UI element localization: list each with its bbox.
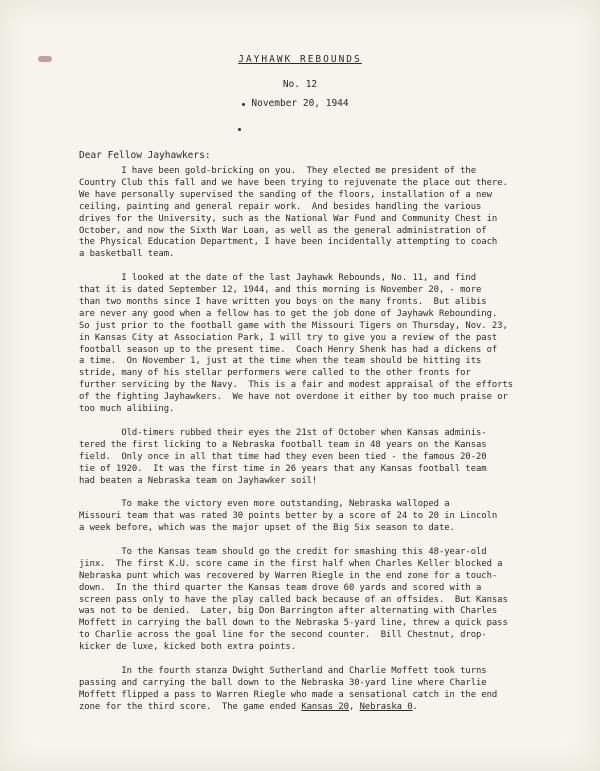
text-line: October, and now the Sixth War Loan, as well as the general administration of [79, 225, 487, 236]
paragraph [79, 499, 529, 535]
salutation: Dear Fellow Jayhawkers: [79, 150, 211, 161]
text-line: tie of 1920. It was the first time in 26 years that any Kansas football team [79, 463, 487, 474]
text-line: that it is dated September 12, 1944, and this morning is November 20, - more [79, 285, 482, 296]
text-line: field. Only once in all that time had they even been tied - the famous 20-20 [79, 451, 487, 462]
text-line: In the fourth stanza Dwight Sutherland and Charlie Moffett took turns [79, 665, 487, 676]
text-line: jinx. The first K.U. score came in the first half when Charles Keller blocked a [79, 558, 503, 569]
text-line: So just prior to the football game with the Missouri Tigers on Thursday, Nov. 23, [79, 320, 508, 331]
paragraph [79, 273, 529, 416]
paragraph [79, 166, 529, 261]
score-separator: , [348, 701, 360, 712]
text-line: to Charlie across the goal line for the second counter. Bill Chestnut, drop- [79, 630, 487, 641]
letter-body [79, 166, 529, 726]
text-line: the Physical Education Department, I have been incidentally attempting to coach [79, 237, 498, 248]
text-line: I have been gold-bricking on you. They elected me president of the [79, 166, 476, 176]
text-line: a week before, which was the major upset of the Big Six season to date. [79, 523, 455, 534]
text-line: Nebraska punt which was recovered by Warren Riegle in the end zone for a touch- [79, 570, 498, 581]
text-line: was not to be denied. Later, big Don Barrington after alternating with Charles [79, 606, 498, 617]
text-line: Moffett flipped a pass to Warren Riegle who made a sensational catch in the end [79, 689, 498, 700]
text-line [79, 702, 529, 714]
text-line: passing and carrying the ball down to the Nebraska 30-yard line where Charlie [79, 677, 487, 688]
text-line: in Kansas City at Association Park, I will try to give you a review of the past [79, 332, 498, 343]
text-line: We have personally supervised the sanding of the floors, installation of a new [79, 189, 492, 200]
text-line: of the fighting Jayhawkers. We have not overdone it either by too much praise or [79, 392, 508, 403]
score-end: . [412, 701, 418, 712]
text-line: To the Kansas team should go the credit for smashing this 48-year-old [79, 546, 487, 557]
text-line: drives for the University, such as the National War Fund and Community Chest in [79, 213, 498, 224]
text-line: Missouri team that was rated 30 points better by a score of 24 to 20 in Lincoln [79, 511, 498, 522]
score-nebraska: Nebraska 0 [359, 701, 413, 712]
text-line: ceiling, painting and general repair work. And besides handling the various [79, 201, 482, 212]
issue-number: No. 12 [282, 79, 318, 90]
text-line: Old-timers rubbed their eyes the 21st of October when Kansas adminis- [79, 427, 487, 438]
text-line: kicker de luxe, kicked both extra points. [79, 642, 297, 653]
text-line: down. In the third quarter the Kansas team drove 60 yards and scored with a [79, 582, 482, 593]
paragraph [79, 428, 529, 488]
text-line: had beaten a Nebraska team on Jayhawker soil! [79, 475, 318, 486]
text-line: are never any good when a fellow has to get the job done of Jayhawk Rebounding. [79, 308, 498, 319]
text-line: Moffett in carrying the ball down to the Nebraska 5-yard line, threw a quick pass [79, 618, 508, 629]
text-line: Country Club this fall and we have been trying to rejuvenate the place out there. [79, 177, 508, 188]
text-line: I looked at the date of the last Jayhawk Rebounds, No. 11, and find [79, 273, 476, 284]
text-line: further servicing by the Navy. This is a fair and modest appraisal of the efforts [79, 380, 514, 391]
text-line: To make the victory even more outstanding, Nebraska walloped a [79, 499, 450, 510]
paragraph [79, 547, 529, 654]
issue-date: November 20, 1944 [251, 98, 349, 109]
text-line: than two months since I have written you boys on the many fronts. But alibis [79, 296, 487, 307]
typed-dot [238, 128, 241, 131]
text-line: screen pass only to have the play called back because of an offsides. But Kansas [79, 594, 508, 605]
text-line: a basketball team. [79, 249, 175, 260]
newsletter-title: JAYHAWK REBOUNDS [238, 54, 362, 65]
score-kansas: Kansas 20 [301, 701, 349, 712]
text-line: stride, many of his stellar performers were called to the other fronts for [79, 368, 471, 379]
text-line: tered the first licking to a Nebraska football team in 48 years on the Kansas [79, 439, 487, 450]
text-line: too much alibiing. [79, 404, 175, 415]
paragraph [79, 666, 529, 714]
text-line: a time. On November 1, just at the time when the team should be hitting its [79, 356, 482, 367]
text-line: football season up to the present time. Coach Henry Shenk has had a dickens of [79, 344, 498, 355]
text-line-lead: zone for the third score. The game ended [79, 701, 302, 712]
